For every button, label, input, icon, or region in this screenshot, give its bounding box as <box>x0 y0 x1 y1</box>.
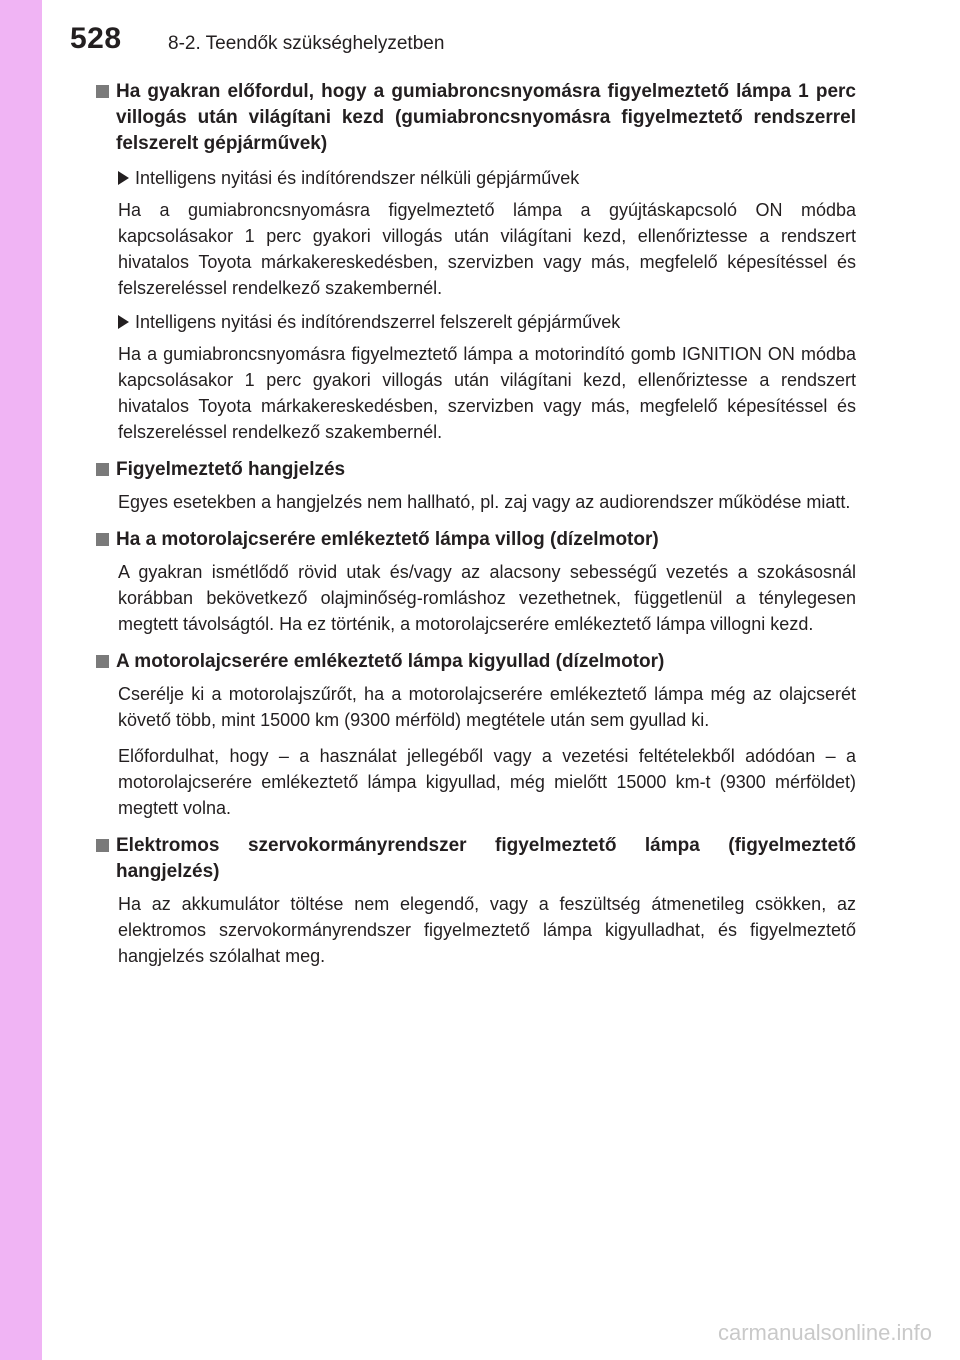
section-block <box>96 833 856 969</box>
section-heading: Figyelmeztető hangjelzés <box>96 457 856 483</box>
paragraph: Cserélje ki a motorolajszűrőt, ha a motorolajcserére emlékeztető lámpa még az olajcserét követő több, mint 15000 km (9300 mérföld) megtétele után sem gyullad ki. <box>118 684 856 730</box>
page-number: 528 <box>70 22 122 55</box>
square-bullet-icon <box>96 463 109 476</box>
paragraph: Előfordulhat, hogy – a használat jellegéből vagy a vezetési feltételekből adódóan – a motorolajcserére emlékeztető lámpa kigyullad, még mielőtt 15000 km-t (9300 mérföldet) megtett volna. <box>118 746 856 818</box>
paragraph: Ha az akkumulátor töltése nem elegendő, vagy a feszültség átmenetileg csökken, az elektromos szervokormányrendszer figyelmeztető lámpa kigyulladhat, és figyelmeztető hangjelzés szólalhat meg. <box>118 894 856 966</box>
sub-heading: Intelligens nyitási és indítórendszerrel felszerelt gépjárművek <box>118 309 856 335</box>
section-block <box>96 649 856 821</box>
section-block <box>96 79 856 445</box>
section-title: 8-2. Teendők szükséghelyzetben <box>168 33 445 54</box>
sub-heading: Intelligens nyitási és indítórendszer nélküli gépjárművek <box>118 165 856 191</box>
watermark: carmanualsonline.info <box>717 1320 932 1345</box>
paragraph: Egyes esetekben a hangjelzés nem hallható, pl. zaj vagy az audiorendszer működése miatt. <box>118 492 851 512</box>
side-color-strip <box>0 0 42 1360</box>
square-bullet-icon <box>96 839 109 852</box>
section-block <box>96 527 856 637</box>
triangle-bullet-icon <box>118 171 129 185</box>
section-heading: Ha gyakran előfordul, hogy a gumiabroncsnyomásra figyelmeztető lámpa 1 perc villogás után világítani kezd (gumiabroncsnyomásra figyelmeztető rendszerrel felszerelt gépjárművek) <box>96 79 856 157</box>
square-bullet-icon <box>96 533 109 546</box>
section-heading: Ha a motorolajcserére emlékeztető lámpa villog (dízelmotor) <box>96 527 856 553</box>
triangle-bullet-icon <box>118 315 129 329</box>
paragraph: Ha a gumiabroncsnyomásra figyelmeztető lámpa a motorindító gomb IGNITION ON módba kapcsolásakor 1 perc gyakori villogás után világítani kezd, ellenőriztesse a rendszert hivatalos Toyota márkakereskedésben, szervizben vagy más, megfelelő képesítéssel és felszereléssel rendelkező szakembernél. <box>118 344 856 442</box>
paragraph: A gyakran ismétlődő rövid utak és/vagy az alacsony sebességű vezetés a szokásosnál korábban bekövetkező olajminőség-romláshoz vezethetnek, függetlenül a ténylegesen megtett távolságtól. Ha ez történik, a motorolajcserére emlékeztető lámpa villogni kezd. <box>118 562 856 634</box>
section-heading: A motorolajcserére emlékeztető lámpa kigyullad (dízelmotor) <box>96 649 856 675</box>
paragraph: Ha a gumiabroncsnyomásra figyelmeztető lámpa a gyújtáskapcsoló ON módba kapcsolásakor 1 perc gyakori villogás után világítani kezd, ellenőriztesse a rendszert hivatalos Toyota márkakereskedésben, szervizben vagy más, megfelelő képesítéssel és felszereléssel rendelkező szakembernél. <box>118 200 856 298</box>
square-bullet-icon <box>96 85 109 98</box>
page-content <box>96 79 856 981</box>
section-block <box>96 457 856 515</box>
section-heading: Elektromos szervokormányrendszer figyelmeztető lámpa (figyelmeztető hangjelzés) <box>96 833 856 885</box>
square-bullet-icon <box>96 655 109 668</box>
